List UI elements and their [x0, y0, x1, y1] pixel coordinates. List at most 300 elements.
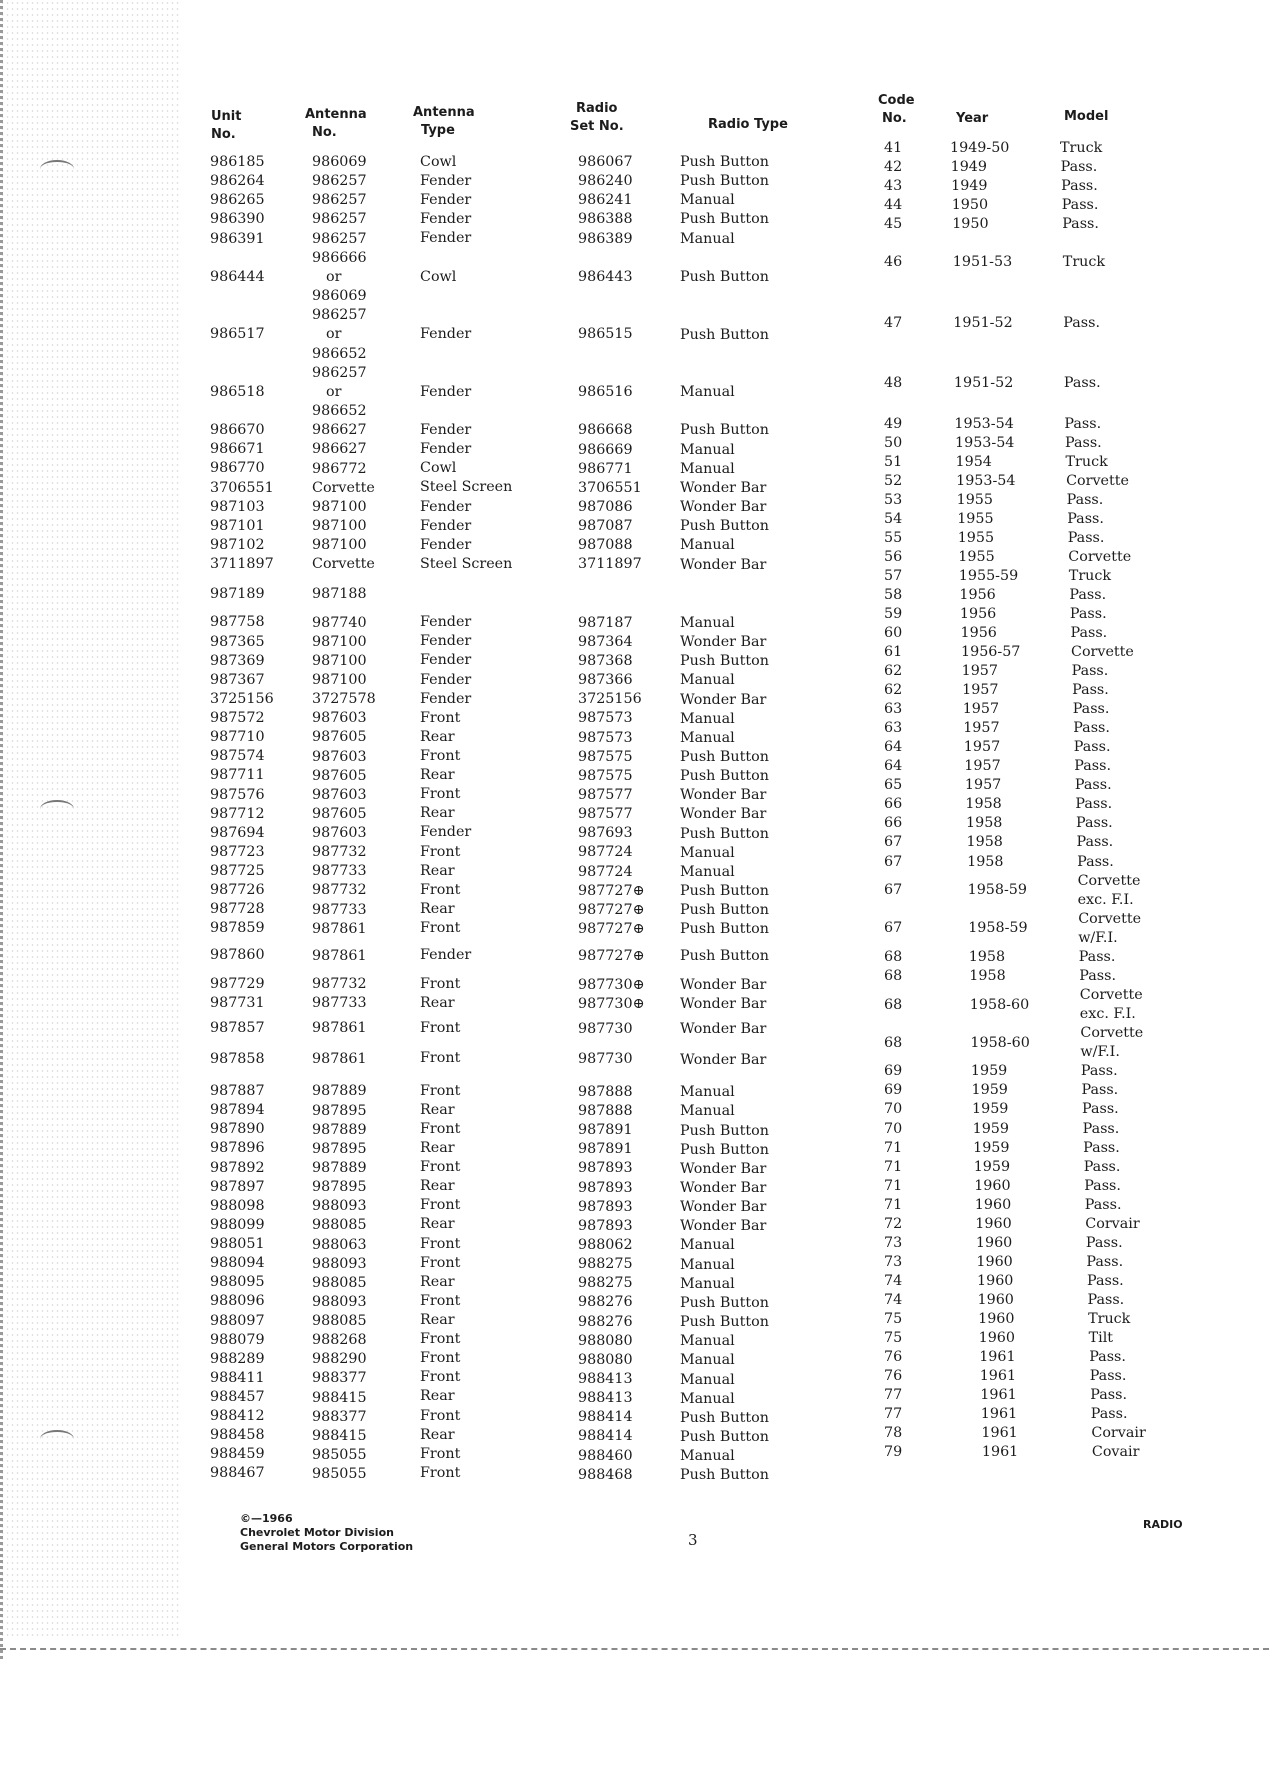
- ant-type-cell: Rear: [420, 1178, 455, 1195]
- radio-set-cell: 987893: [578, 1198, 633, 1215]
- unit-cell: 987574: [210, 748, 265, 765]
- year-cell: 1958: [968, 948, 1006, 965]
- radio-type-cell: Manual: [680, 710, 735, 727]
- ant-type-cell: Rear: [420, 1426, 455, 1443]
- radio-set-cell: 987727⊕: [578, 947, 645, 964]
- ant-type-cell: Front: [420, 1082, 461, 1099]
- antenna-number-cell: 987100: [312, 652, 367, 669]
- unit-cell: 987572: [210, 710, 265, 726]
- model-cell: Pass.: [1072, 701, 1110, 718]
- code-number-cell: 75: [884, 1329, 903, 1346]
- antenna-number-cell: 987733: [312, 863, 367, 880]
- year-cell: 1951-53: [952, 254, 1013, 271]
- code-number-cell: 59: [884, 606, 903, 623]
- year-cell: 1958: [969, 967, 1006, 984]
- ant-type-cell: Fender: [420, 498, 472, 515]
- corporation-line: General Motors Corporation: [240, 1540, 414, 1553]
- radio-set-cell: 987727⊕: [578, 901, 645, 918]
- binder-hole-mark: [40, 1430, 74, 1448]
- ant-type-cell: Steel Screen: [420, 479, 513, 496]
- code-number-cell: 70: [884, 1101, 903, 1118]
- model-cell: Covair: [1091, 1443, 1140, 1460]
- antenna-number-cell: 986257: [312, 230, 367, 247]
- radio-set-cell: 986388: [578, 211, 633, 228]
- year-cell: 1960: [974, 1177, 1011, 1194]
- header-antenna-type-line1: Antenna: [413, 105, 475, 120]
- radio-type-cell: Manual: [680, 614, 735, 631]
- antenna-number-cell: 987895: [312, 1140, 367, 1157]
- unit-cell: 986670: [210, 422, 265, 439]
- antenna-number-cell: 987740: [312, 614, 367, 631]
- antenna-number-cell: 988085: [312, 1274, 367, 1291]
- antenna-number-cell: 988093: [312, 1293, 367, 1310]
- ant-type-cell: Front: [420, 975, 461, 992]
- radio-type-cell: Wonder Bar: [680, 1160, 767, 1177]
- ant-type-cell: Rear: [420, 862, 455, 879]
- year-cell: 1949-50: [950, 140, 1010, 156]
- model-cell: Pass.: [1066, 492, 1104, 509]
- antenna-number-cell: 985055: [312, 1466, 367, 1482]
- unit-cell: 988097: [210, 1312, 265, 1329]
- model-cell: Pass.: [1084, 1177, 1121, 1194]
- model-cell: Pass.: [1075, 796, 1113, 813]
- year-cell: 1957: [963, 739, 1001, 756]
- model-cell: Pass.: [1065, 435, 1102, 451]
- year-cell: 1959: [972, 1120, 1009, 1137]
- page-number: 3: [688, 1531, 698, 1549]
- code-number-cell: 69: [884, 1082, 903, 1099]
- model-cell: Pass.: [1074, 758, 1112, 775]
- code-number-cell: 54: [884, 511, 903, 528]
- model-cell: Pass.: [1071, 663, 1109, 680]
- radio-type-cell: Wonder Bar: [680, 634, 767, 651]
- radio-set-cell: 986669: [578, 441, 633, 458]
- unit-cell: 988289: [210, 1350, 265, 1367]
- ant-type-cell: Fender: [420, 211, 472, 228]
- year-cell: 1961: [979, 1367, 1017, 1384]
- model-cell: Corvair: [1091, 1424, 1146, 1441]
- model-cell: Pass.: [1089, 1367, 1127, 1384]
- antenna-number-cell: 987861: [312, 1050, 367, 1067]
- ant-type-cell: Cowl: [420, 460, 457, 477]
- antenna-number-cell: 988268: [312, 1332, 367, 1349]
- radio-set-cell: 987693: [578, 825, 633, 842]
- radio-set-cell: 3706551: [578, 479, 642, 496]
- model-cell: w/F.I.: [1078, 929, 1118, 946]
- ant-type-cell: Cowl: [420, 268, 457, 285]
- model-cell: Pass.: [1082, 1120, 1120, 1137]
- radio-type-cell: Manual: [680, 441, 735, 458]
- year-cell: 1955: [956, 492, 993, 509]
- binder-hole-mark: [40, 160, 74, 178]
- unit-cell: 988094: [210, 1255, 265, 1272]
- antenna-alternative-or: or: [326, 326, 342, 343]
- radio-set-cell: 987368: [578, 653, 633, 669]
- radio-type-cell: Manual: [680, 1352, 735, 1369]
- radio-type-cell: Manual: [680, 192, 735, 209]
- ant-type-cell: Rear: [420, 805, 455, 822]
- radio-set-cell: 988413: [578, 1370, 633, 1387]
- radio-type-cell: Manual: [680, 460, 735, 477]
- radio-type-cell: Push Button: [680, 326, 769, 343]
- antenna-number-cell: 988063: [312, 1236, 367, 1253]
- antenna-number-cell: 987895: [312, 1179, 367, 1196]
- unit-cell: 986517: [210, 326, 265, 343]
- unit-cell: 987101: [210, 517, 265, 534]
- header-radio-set-line2: Set No.: [570, 119, 624, 134]
- radio-set-cell: 987086: [578, 498, 633, 515]
- code-number-cell: 75: [884, 1310, 903, 1327]
- year-cell: 1955: [957, 530, 995, 547]
- year-cell: 1949: [951, 178, 988, 194]
- radio-set-cell: 987088: [578, 537, 633, 554]
- year-cell: 1958: [966, 834, 1003, 851]
- unit-cell: 987711: [210, 767, 265, 784]
- antenna-number-cell: 987100: [312, 498, 367, 515]
- ant-type-cell: Fender: [420, 326, 472, 343]
- radio-set-cell: 987730: [578, 1020, 633, 1037]
- unit-cell: 987890: [210, 1121, 265, 1138]
- antenna-number-cell: 986652: [312, 345, 367, 362]
- code-number-cell: 65: [884, 777, 903, 794]
- code-number-cell: 69: [884, 1063, 903, 1080]
- ant-type-cell: Front: [420, 786, 461, 803]
- code-number-cell: 78: [884, 1424, 903, 1441]
- antenna-number-cell: 987733: [312, 901, 367, 918]
- unit-cell: 986391: [210, 230, 265, 247]
- unit-cell: 987189: [210, 585, 265, 602]
- code-number-cell: 71: [884, 1196, 903, 1213]
- year-cell: 1956: [960, 625, 997, 642]
- unit-cell: 988098: [210, 1197, 265, 1214]
- radio-type-cell: Push Button: [680, 1409, 769, 1426]
- year-cell: 1961: [981, 1424, 1018, 1441]
- model-cell: Pass.: [1076, 834, 1114, 851]
- model-cell: Tilt: [1088, 1329, 1114, 1346]
- unit-cell: 987367: [210, 671, 265, 688]
- code-number-cell: 64: [884, 758, 903, 775]
- model-cell: Pass.: [1084, 1196, 1122, 1213]
- unit-cell: 987729: [210, 975, 265, 992]
- year-cell: 1949: [950, 159, 987, 175]
- antenna-number-cell: 988093: [312, 1255, 367, 1272]
- ant-type-cell: Rear: [420, 1140, 455, 1156]
- year-cell: 1955: [957, 511, 994, 528]
- year-cell: 1958-60: [969, 996, 1030, 1013]
- ant-type-cell: Rear: [420, 1388, 455, 1405]
- model-cell: Pass.: [1080, 1063, 1118, 1080]
- model-cell: Pass.: [1076, 815, 1113, 832]
- antenna-number-cell: Corvette: [312, 556, 375, 573]
- ant-type-cell: Fender: [420, 383, 472, 400]
- antenna-number-cell: 986257: [312, 364, 367, 381]
- publisher-imprint: [240, 1512, 413, 1554]
- header-radio-set-line1: Radio: [576, 101, 618, 116]
- model-cell: Pass.: [1070, 625, 1108, 642]
- code-number-cell: 60: [884, 625, 903, 642]
- year-cell: 1960: [978, 1329, 1015, 1346]
- unit-cell: 986265: [210, 192, 265, 209]
- antenna-number-cell: 986772: [312, 460, 367, 477]
- radio-type-cell: Manual: [680, 384, 735, 400]
- antenna-number-cell: 987605: [312, 729, 367, 746]
- antenna-number-cell: 987100: [312, 633, 367, 650]
- radio-type-cell: Manual: [680, 1275, 735, 1292]
- radio-set-cell: 986389: [578, 230, 633, 247]
- unit-cell: 986671: [210, 441, 265, 458]
- radio-set-cell: 986443: [578, 268, 633, 285]
- code-number-cell: 74: [884, 1291, 903, 1308]
- year-cell: 1960: [976, 1253, 1013, 1270]
- code-number-cell: 66: [884, 815, 903, 832]
- antenna-number-cell: 3727578: [312, 691, 376, 708]
- radio-set-cell: 986515: [578, 326, 633, 343]
- unit-cell: 988457: [210, 1389, 265, 1405]
- year-cell: 1960: [977, 1291, 1014, 1308]
- unit-cell: 987102: [210, 536, 265, 553]
- model-cell: Pass.: [1083, 1139, 1120, 1156]
- radio-set-cell: 986668: [578, 422, 633, 439]
- radio-set-cell: 987893: [578, 1160, 633, 1177]
- radio-type-cell: Manual: [680, 1333, 735, 1350]
- model-cell: Pass.: [1061, 178, 1098, 194]
- year-cell: 1957: [962, 682, 999, 699]
- antenna-number-cell: 987732: [312, 976, 367, 993]
- radio-set-cell: 987888: [578, 1103, 633, 1119]
- copyright-line: ©—1966: [240, 1512, 293, 1525]
- antenna-number-cell: 988377: [312, 1370, 367, 1387]
- radio-set-cell: 988080: [578, 1332, 633, 1349]
- radio-type-cell: Manual: [680, 1103, 735, 1120]
- model-cell: exc. F.I.: [1079, 1006, 1136, 1023]
- model-cell: Pass.: [1090, 1405, 1128, 1422]
- year-cell: 1958: [966, 815, 1003, 832]
- model-cell: Pass.: [1087, 1272, 1124, 1289]
- radio-type-cell: Push Button: [680, 211, 769, 228]
- model-cell: Corvette: [1079, 987, 1143, 1003]
- radio-type-cell: Wonder Bar: [680, 1199, 767, 1216]
- ant-type-cell: Fender: [420, 824, 472, 841]
- model-cell: Pass.: [1083, 1158, 1121, 1175]
- model-cell: Pass.: [1074, 777, 1112, 794]
- antenna-number-cell: 987733: [312, 995, 367, 1012]
- code-number-cell: 51: [884, 454, 903, 470]
- ant-type-cell: Fender: [420, 230, 472, 247]
- unit-cell: 987369: [210, 652, 265, 669]
- year-cell: 1957: [964, 758, 1001, 775]
- model-cell: Pass.: [1086, 1253, 1124, 1270]
- antenna-number-cell: 986069: [312, 288, 367, 304]
- year-cell: 1955-59: [958, 568, 1019, 585]
- header-unit-line1: Unit: [211, 109, 242, 124]
- antenna-number-cell: 986627: [312, 422, 367, 439]
- header-antenna-no-line1: Antenna: [305, 107, 367, 122]
- radio-set-cell: 987577: [578, 806, 633, 823]
- radio-type-cell: Push Button: [680, 768, 769, 785]
- ant-type-cell: Fender: [420, 946, 472, 963]
- radio-type-cell: Manual: [680, 1371, 735, 1388]
- radio-type-cell: Wonder Bar: [680, 996, 767, 1012]
- radio-set-cell: 986067: [578, 154, 633, 170]
- radio-type-cell: Push Button: [680, 173, 769, 190]
- antenna-number-cell: 986257: [312, 173, 367, 190]
- code-number-cell: 48: [884, 374, 903, 391]
- radio-type-cell: Wonder Bar: [680, 806, 767, 823]
- radio-type-cell: Wonder Bar: [680, 1218, 767, 1235]
- antenna-number-cell: 988093: [312, 1198, 367, 1215]
- radio-set-cell: 987187: [578, 614, 633, 631]
- code-number-cell: 67: [884, 834, 903, 851]
- ant-type-cell: Rear: [420, 1101, 455, 1118]
- year-cell: 1960: [975, 1215, 1012, 1232]
- unit-cell: 987731: [210, 995, 265, 1011]
- unit-cell: 3706551: [210, 479, 274, 496]
- code-number-cell: 66: [884, 796, 903, 813]
- model-cell: w/F.I.: [1080, 1044, 1120, 1061]
- antenna-number-cell: 988377: [312, 1408, 367, 1425]
- year-cell: 1959: [973, 1158, 1011, 1175]
- unit-cell: 986518: [210, 383, 265, 400]
- radio-set-cell: 988414: [578, 1409, 633, 1426]
- ant-type-cell: Front: [420, 1407, 461, 1424]
- header-antenna-no-line2: No.: [312, 125, 337, 140]
- unit-cell: 988099: [210, 1216, 265, 1233]
- radio-set-cell: 987087: [578, 518, 633, 534]
- radio-set-cell: 987366: [578, 672, 633, 689]
- model-cell: Pass.: [1063, 374, 1101, 391]
- antenna-number-cell: 987603: [312, 825, 367, 841]
- radio-type-cell: Push Button: [680, 154, 769, 170]
- ant-type-cell: Front: [420, 1254, 461, 1271]
- code-number-cell: 71: [884, 1158, 903, 1175]
- model-cell: Pass.: [1079, 967, 1117, 984]
- header-model: Model: [1064, 109, 1109, 124]
- year-cell: 1959: [970, 1063, 1008, 1080]
- radio-set-cell: 3725156: [578, 691, 642, 708]
- unit-cell: 988459: [210, 1446, 265, 1463]
- model-cell: Pass.: [1089, 1348, 1126, 1365]
- unit-cell: 986770: [210, 460, 265, 477]
- code-number-cell: 42: [884, 159, 903, 175]
- code-number-cell: 52: [884, 473, 903, 490]
- unit-cell: 987857: [210, 1019, 265, 1036]
- radio-type-cell: Manual: [680, 863, 735, 880]
- code-number-cell: 67: [884, 882, 903, 899]
- radio-type-cell: Push Button: [680, 1294, 769, 1311]
- radio-type-cell: Push Button: [680, 749, 769, 765]
- header-code-line1: Code: [878, 93, 915, 108]
- radio-set-cell: 988275: [578, 1256, 633, 1273]
- year-cell: 1961: [981, 1443, 1019, 1460]
- code-number-cell: 45: [884, 216, 903, 233]
- ant-type-cell: Front: [420, 1019, 461, 1036]
- code-number-cell: 43: [884, 178, 903, 194]
- radio-type-cell: Manual: [680, 230, 735, 247]
- model-cell: Pass.: [1069, 587, 1107, 604]
- antenna-number-cell: 987603: [312, 710, 367, 727]
- radio-type-cell: Manual: [680, 729, 735, 746]
- code-number-cell: 67: [884, 920, 903, 937]
- antenna-number-cell: 986666: [312, 249, 367, 266]
- radio-set-cell: 987730⊕: [578, 976, 645, 993]
- year-cell: 1959: [972, 1101, 1009, 1118]
- unit-cell: 988051: [210, 1236, 265, 1252]
- antenna-number-cell: 987605: [312, 805, 367, 822]
- ant-type-cell: Cowl: [420, 154, 457, 170]
- model-cell: Pass.: [1060, 159, 1098, 175]
- ant-type-cell: Rear: [420, 1312, 455, 1328]
- radio-set-cell: 987575: [578, 748, 633, 765]
- unit-cell: 988095: [210, 1274, 265, 1291]
- year-cell: 1960: [975, 1234, 1013, 1251]
- code-number-cell: 53: [884, 492, 903, 509]
- radio-type-cell: Push Button: [680, 948, 769, 965]
- year-cell: 1957: [961, 663, 998, 680]
- code-number-cell: 68: [884, 1034, 903, 1051]
- antenna-number-cell: 987100: [312, 537, 367, 553]
- radio-type-cell: Wonder Bar: [680, 479, 767, 496]
- radio-set-cell: 986241: [578, 192, 633, 209]
- unit-cell: 988096: [210, 1293, 265, 1310]
- radio-set-cell: 987724: [578, 844, 633, 861]
- antenna-number-cell: 986257: [312, 307, 367, 324]
- unit-cell: 987859: [210, 920, 265, 937]
- year-cell: 1957: [962, 701, 1000, 718]
- code-number-cell: 77: [884, 1405, 903, 1422]
- model-cell: Truck: [1088, 1310, 1131, 1327]
- header-year: Year: [956, 111, 989, 126]
- code-number-cell: 56: [884, 549, 903, 566]
- unit-cell: 986264: [210, 173, 265, 190]
- year-cell: 1953-54: [954, 416, 1014, 432]
- code-number-cell: 73: [884, 1234, 903, 1251]
- year-cell: 1958-59: [968, 920, 1028, 937]
- ant-type-cell: Rear: [420, 728, 455, 745]
- radio-set-cell: 987727⊕: [578, 882, 645, 899]
- radio-set-cell: 988275: [578, 1275, 633, 1292]
- year-cell: 1958-59: [967, 882, 1028, 899]
- radio-set-cell: 986771: [578, 460, 633, 477]
- code-number-cell: 76: [884, 1348, 903, 1365]
- antenna-number-cell: 987889: [312, 1083, 367, 1100]
- antenna-number-cell: 987188: [312, 585, 367, 602]
- unit-cell: 987712: [210, 805, 265, 822]
- radio-type-cell: Wonder Bar: [680, 499, 767, 515]
- radio-type-cell: Push Button: [680, 1428, 769, 1445]
- unit-cell: 988412: [210, 1408, 265, 1425]
- year-cell: 1961: [980, 1405, 1018, 1422]
- model-cell: Truck: [1062, 254, 1106, 271]
- page-speckle: [0, 0, 180, 1640]
- year-cell: 1958-60: [970, 1034, 1030, 1051]
- ant-type-cell: Rear: [420, 767, 455, 784]
- ant-type-cell: Front: [420, 1050, 461, 1067]
- antenna-number-cell: 988290: [312, 1351, 367, 1368]
- header-antenna-type-line2: Type: [421, 123, 455, 138]
- radio-set-cell: 987893: [578, 1217, 633, 1234]
- code-number-cell: 63: [884, 720, 903, 737]
- code-number-cell: 50: [884, 435, 903, 451]
- code-number-cell: 63: [884, 701, 903, 718]
- unit-cell: 3711897: [210, 556, 274, 572]
- radio-set-cell: 987364: [578, 633, 633, 650]
- radio-set-cell: 988276: [578, 1294, 633, 1311]
- ant-type-cell: Front: [420, 843, 461, 860]
- year-cell: 1954: [955, 454, 992, 470]
- antenna-number-cell: 986652: [312, 403, 367, 420]
- antenna-number-cell: 988085: [312, 1217, 367, 1234]
- code-number-cell: 67: [884, 853, 903, 870]
